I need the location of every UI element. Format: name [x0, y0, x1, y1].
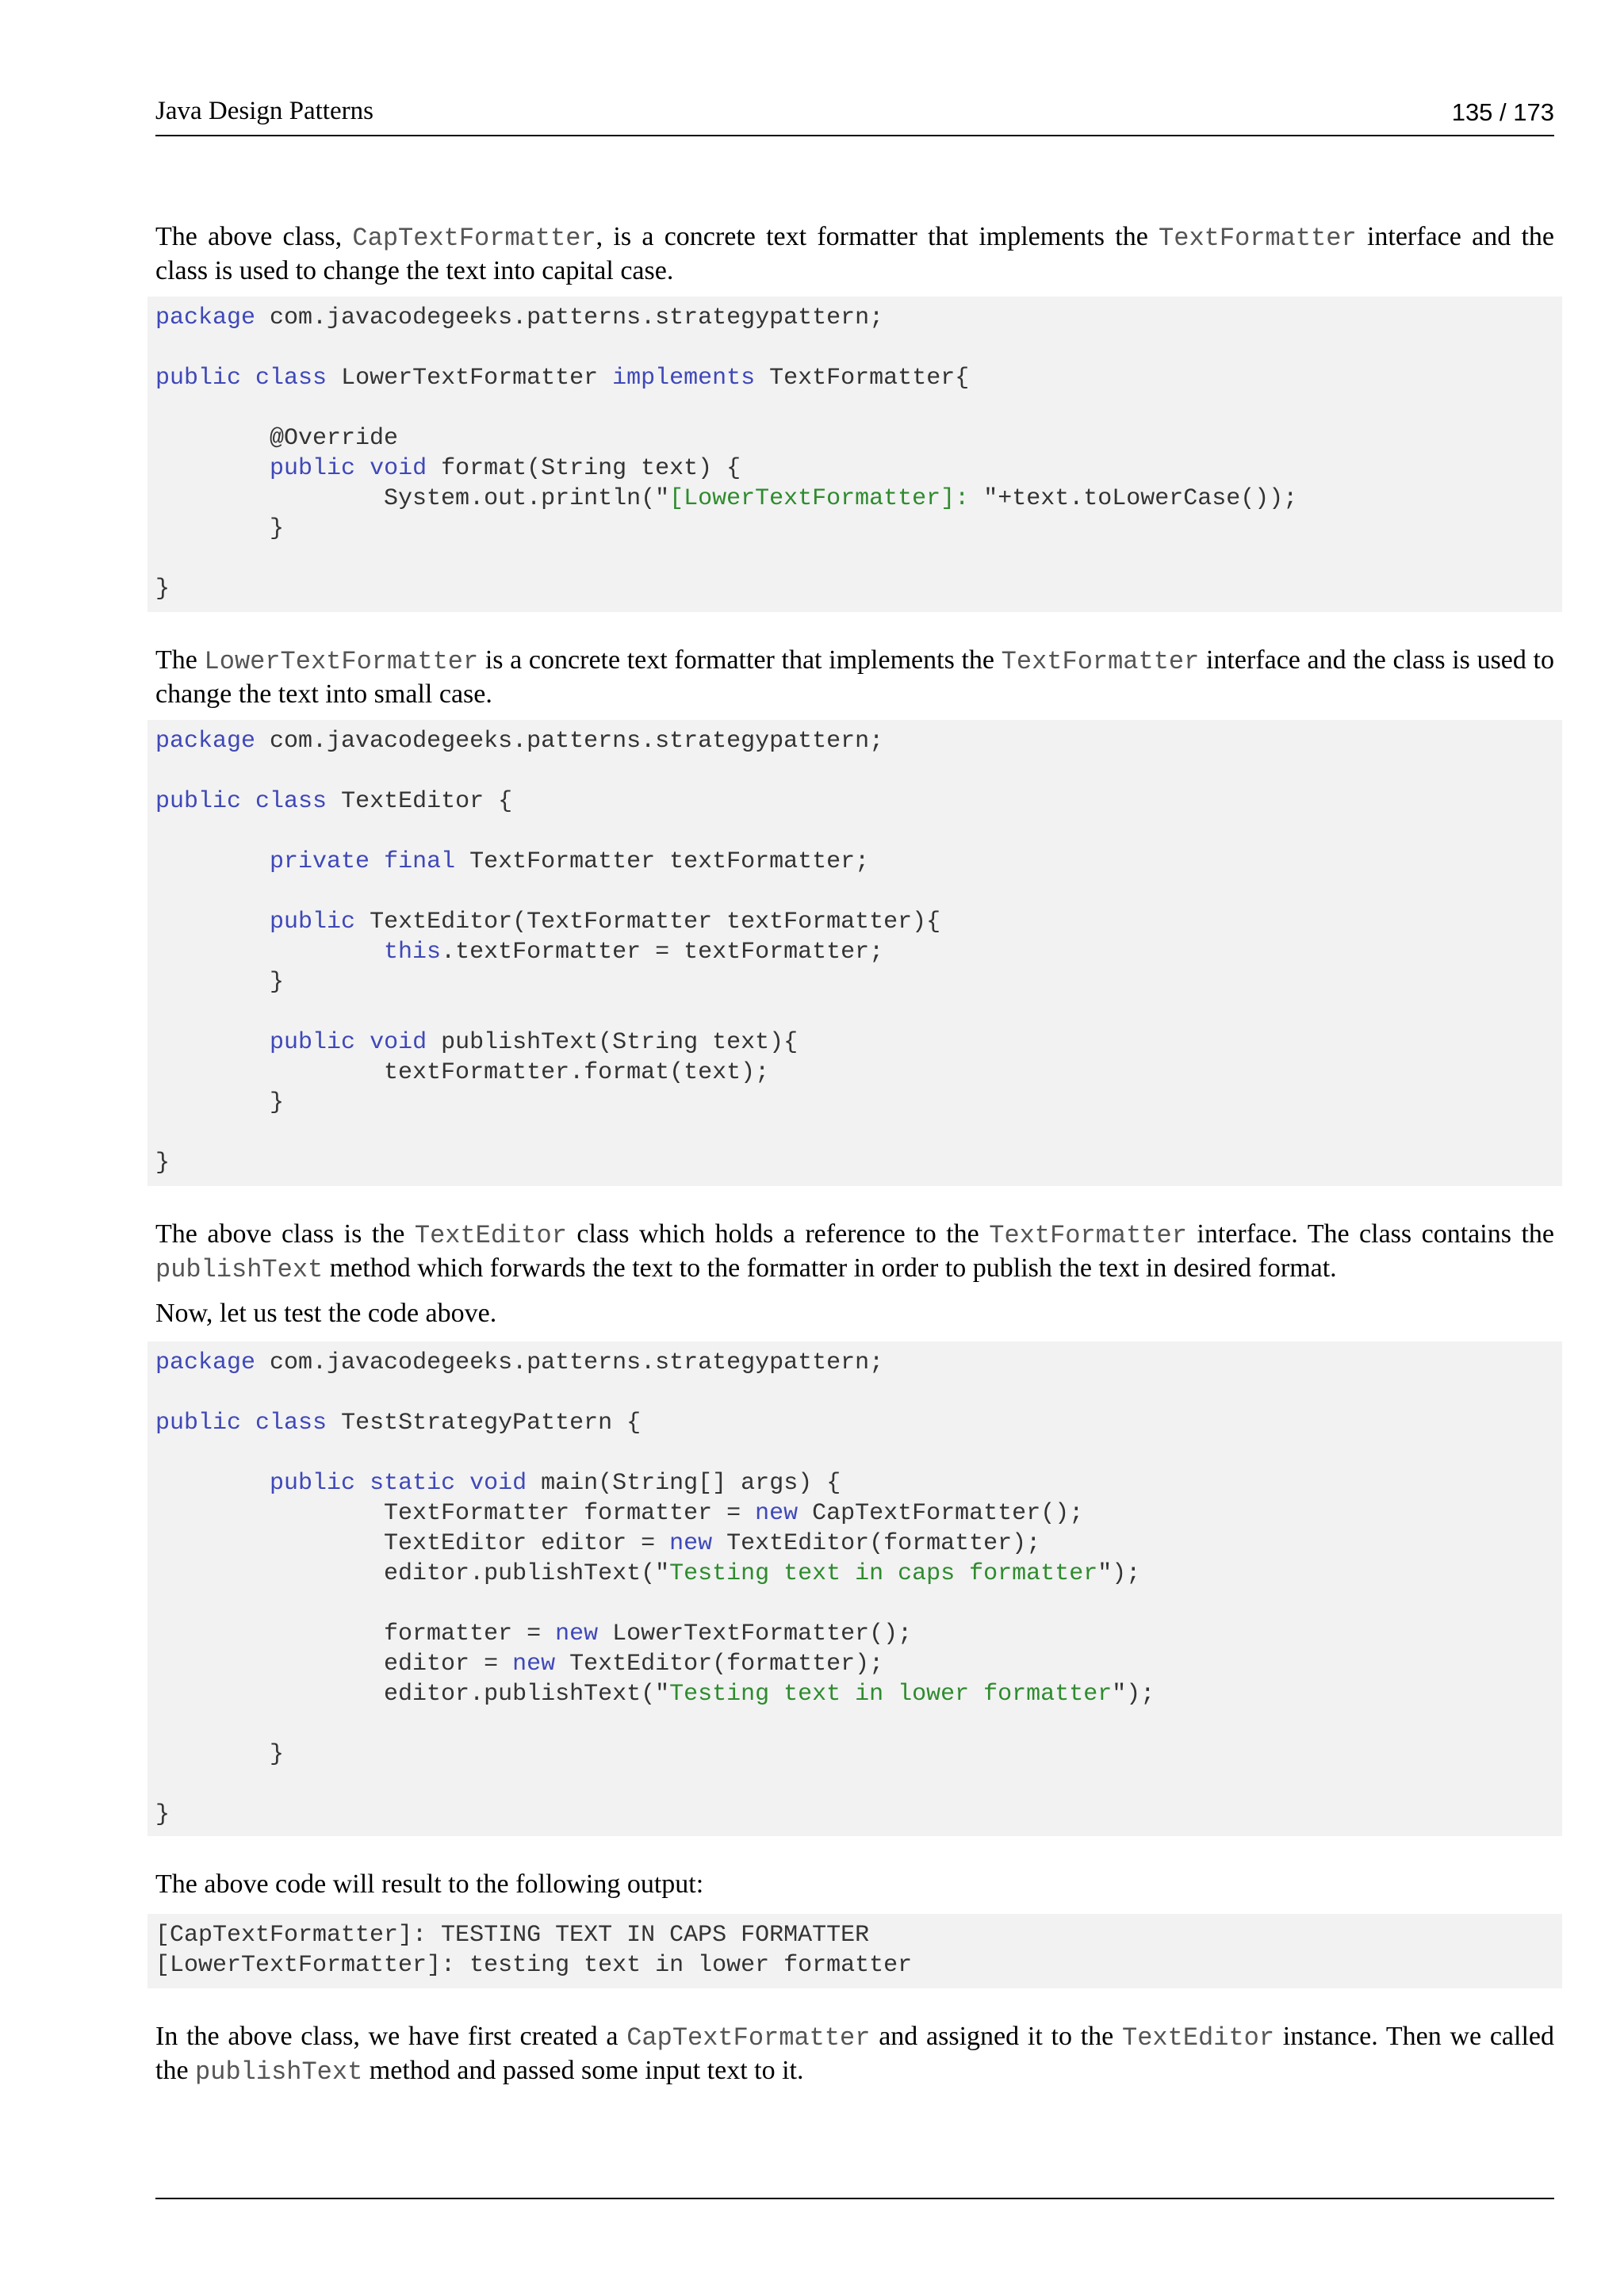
- paragraph-cap-formatter: The above class, CapTextFormatter, is a concrete text formatter that implements the TextFormatter interface and the class is used to change the text into capital case.: [155, 222, 1554, 285]
- inline-code: publishText: [155, 1255, 324, 1284]
- page-number: 135 / 173: [1451, 98, 1554, 126]
- inline-code: TextEditor: [414, 1221, 567, 1250]
- code-block-lower-text-formatter: package com.javacodegeeks.patterns.strategypattern; public class LowerTextFormatter implements TextFormatter{ @Override public void format(String text) { System.out.println("[LowerTextFormatter]: "+text.toLowerCase()); } }: [147, 297, 1562, 612]
- inline-code: LowerTextFormatter: [204, 647, 479, 676]
- paragraph-lower-formatter: The LowerTextFormatter is a concrete text formatter that implements the TextFormatter interface and the class is used to change the text into small case.: [155, 645, 1554, 709]
- code-block-output: [CapTextFormatter]: TESTING TEXT IN CAPS FORMATTER [LowerTextFormatter]: testing text in lower formatter: [147, 1914, 1562, 1988]
- paragraph-test-intro: Now, let us test the code above.: [155, 1299, 497, 1328]
- inline-code: TextFormatter: [1001, 647, 1200, 676]
- inline-code: TextFormatter: [989, 1221, 1187, 1250]
- footer-rule: [155, 2198, 1554, 2199]
- code-block-test-strategy-pattern: package com.javacodegeeks.patterns.strategypattern; public class TestStrategyPattern { public static void main(String[] args) { TextFormatter formatter = new CapTextFormatter(); TextEditor editor = new TextEditor(formatter); editor.publishText("Testing text in caps formatter"); formatter = new LowerTextFormatter(); editor = new TextEditor(formatter); editor.publishText("Testing text in lower formatter"); } }: [147, 1341, 1562, 1836]
- header-title: Java Design Patterns: [155, 97, 373, 125]
- paragraph-summary: In the above class, we have first created a CapTextFormatter and assigned it to the TextEditor instance. Then we called the publishText method and passed some input text to it.: [155, 2022, 1554, 2087]
- paragraph-output-intro: The above code will result to the following output:: [155, 1869, 704, 1899]
- paragraph-text-editor: The above class is the TextEditor class which holds a reference to the TextFormatter interface. The class contains the publishText method which forwards the text to the formatter in order to publish the text in desired format.: [155, 1219, 1554, 1284]
- inline-code: CapTextFormatter: [626, 2023, 871, 2053]
- inline-code: TextEditor: [1122, 2023, 1275, 2053]
- inline-code: publishText: [195, 2057, 363, 2087]
- inline-code: CapTextFormatter: [352, 224, 596, 253]
- page-header: [155, 97, 1554, 136]
- inline-code: TextFormatter: [1159, 224, 1357, 253]
- code-block-text-editor: package com.javacodegeeks.patterns.strategypattern; public class TextEditor { private final TextFormatter textFormatter; public TextEditor(TextFormatter textFormatter){ this.textFormatter = textFormatter; } public void publishText(String text){ textFormatter.format(text); } }: [147, 720, 1562, 1186]
